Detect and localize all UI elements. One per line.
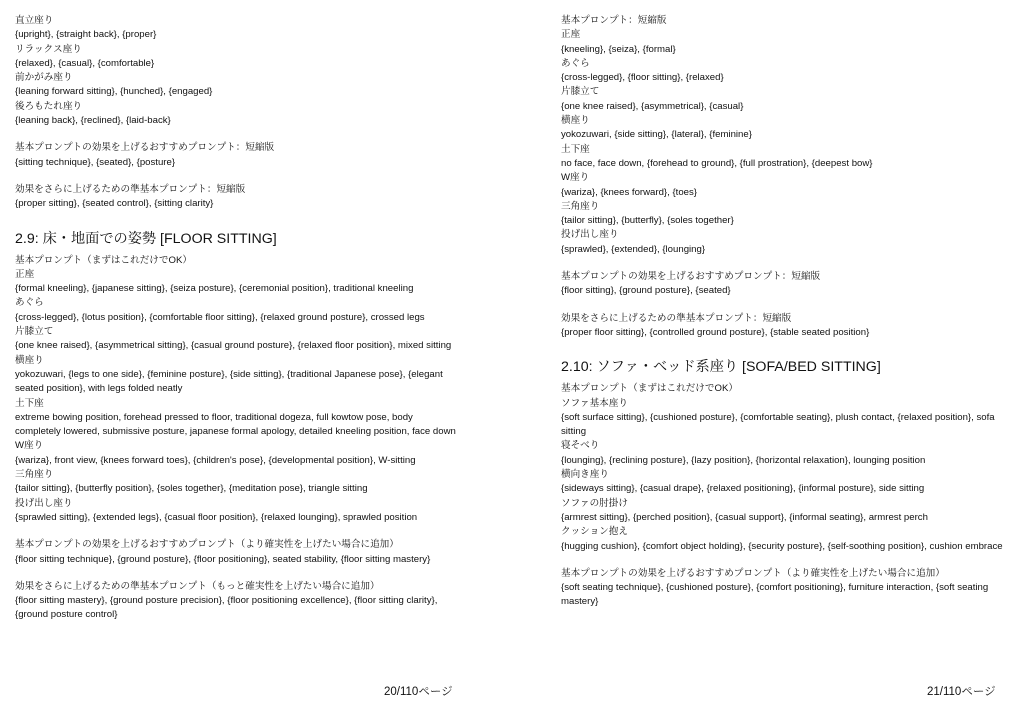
recommended-label: 基本プロンプトの効果を上げるおすすめプロンプト：短縮版 [561, 271, 821, 283]
section-heading: 2.9: 床・地面での姿勢 [FLOOR SITTING] [15, 230, 277, 247]
page-number: 20/110ページ [384, 686, 453, 698]
item-text: {lounging}, {reclining posture}, {lazy position}, {horizontal relaxation}, lounging position [561, 454, 926, 466]
item-label: 三角座り [15, 469, 54, 481]
spacer [561, 257, 1009, 270]
right-page [512, 0, 1024, 712]
item-text: {upright}, {straight back}, {proper} [15, 29, 157, 41]
recommended-text: {sitting technique}, {seated}, {posture} [15, 156, 176, 168]
item-text: {one knee raised}, {asymmetrical}, {casual} [561, 100, 744, 112]
left-page-content [15, 14, 457, 623]
item-label: リラックス座り [15, 43, 82, 55]
item-label: 土下座 [15, 397, 44, 409]
item-text: {soft surface sitting}, {cushioned posture}, {comfortable seating}, plush contact, {relaxed position}, sofa sitting [561, 411, 995, 438]
spacer [15, 525, 457, 538]
item-text: {relaxed}, {casual}, {comfortable} [15, 57, 155, 69]
recommended-text: {floor sitting}, {ground posture}, {seated} [561, 285, 731, 297]
item-label: 片膝立て [561, 86, 600, 98]
item-text: yokozuwari, {legs to one side}, {feminine posture}, {side sitting}, {traditional Japanese pose}, {elegant seated position}, with legs folded neatly [15, 368, 443, 395]
item-label: 土下座 [561, 143, 590, 155]
item-text: {leaning back}, {reclined}, {laid-back} [15, 115, 171, 127]
item-label: 投げ出し座り [561, 229, 619, 241]
item-text: {tailor sitting}, {butterfly}, {soles together} [561, 215, 734, 227]
spacer [15, 128, 457, 141]
spacer [15, 567, 457, 580]
spacer [561, 554, 1009, 567]
item-text: yokozuwari, {side sitting}, {lateral}, {feminine} [561, 129, 752, 141]
item-label: 横座り [561, 115, 590, 127]
item-text: {leaning forward sitting}, {hunched}, {engaged} [15, 86, 213, 98]
sub-recommended-text: {proper floor sitting}, {controlled ground posture}, {stable seated position} [561, 326, 870, 338]
sub-recommended-label: 効果をさらに上げるための準基本プロンプト：短縮版 [561, 312, 792, 324]
page-number: 21/110ページ [927, 686, 996, 698]
item-label: 横向き座り [561, 469, 609, 481]
item-label: ソファの肘掛け [561, 497, 628, 509]
intro-label: 基本プロンプト（まずはこれだけでOK） [561, 383, 738, 395]
recommended-label: 基本プロンプトの効果を上げるおすすめプロンプト（より確実性を上げたい場合に追加） [561, 567, 945, 579]
spacer [15, 170, 457, 183]
item-text: {armrest sitting}, {perched position}, {casual support}, {informal seating}, armrest perch [561, 511, 928, 523]
spacer [561, 299, 1009, 312]
sub-recommended-label: 効果をさらに上げるための準基本プロンプト（もっと確実性を上げたい場合に追加） [15, 580, 380, 592]
sub-recommended-label: 効果をさらに上げるための準基本プロンプト：短縮版 [15, 183, 246, 195]
item-text: no face, face down, {forehead to ground}, {full prostration}, {deepest bow} [561, 157, 873, 169]
item-text: {cross-legged}, {floor sitting}, {relaxed} [561, 72, 724, 84]
item-label: 横座り [15, 354, 44, 366]
item-text: {wariza}, front view, {knees forward toes}, {children's pose}, {developmental position}, W-sitting [15, 454, 416, 466]
item-label: 前かがみ座り [15, 72, 73, 84]
item-text: {one knee raised}, {asymmetrical sitting}, {casual ground posture}, {relaxed floor position}, mixed sitting [15, 340, 452, 352]
intro-label: 基本プロンプト：短縮版 [561, 15, 667, 26]
item-text: {sprawled}, {extended}, {lounging} [561, 243, 706, 255]
item-label: 投げ出し座り [15, 497, 73, 509]
item-label: 正座 [15, 268, 35, 280]
item-label: ソファ基本座り [561, 397, 628, 409]
item-label: あぐら [15, 297, 44, 309]
item-text: {kneeling}, {seiza}, {formal} [561, 43, 676, 55]
right-page-content [561, 14, 1009, 610]
recommended-text: {floor sitting technique}, {ground posture}, {floor positioning}, seated stability, {floor sitting mastery} [15, 553, 431, 565]
item-text: {tailor sitting}, {butterfly position}, {soles together}, {meditation pose}, triangle sitting [15, 483, 368, 495]
item-text: extreme bowing position, forehead pressed to floor, traditional dogeza, full kowtow pose, body completely lowered, submissive posture, japanese formal apology, detailed kneeling position, face down [15, 411, 456, 438]
item-label: W座り [561, 172, 590, 184]
item-label: クッション抱え [561, 526, 628, 538]
section-heading: 2.10: ソファ・ベッド系座り [SOFA/BED SITTING] [561, 359, 881, 376]
item-label: 直立座り [15, 15, 54, 26]
item-text: {sideways sitting}, {casual drape}, {relaxed positioning}, {informal posture}, side sitting [561, 483, 925, 495]
item-label: 後ろもたれ座り [15, 100, 83, 112]
item-label: 寝そべり [561, 440, 600, 452]
item-label: 片膝立て [15, 326, 54, 338]
intro-label: 基本プロンプト（まずはこれだけでOK） [15, 254, 192, 266]
recommended-label: 基本プロンプトの効果を上げるおすすめプロンプト：短縮版 [15, 142, 275, 154]
recommended-text: {soft seating technique}, {cushioned posture}, {comfort positioning}, furniture interaction, {soft seating mastery} [561, 582, 989, 608]
item-text: {formal kneeling}, {japanese sitting}, {seiza posture}, {ceremonial position}, traditional kneeling [15, 283, 414, 295]
sub-recommended-text: {proper sitting}, {seated control}, {sitting clarity} [15, 198, 214, 210]
item-label: あぐら [561, 57, 590, 69]
item-label: 正座 [561, 29, 581, 41]
item-text: {hugging cushion}, {comfort object holding}, {security posture}, {self-soothing position}, cushion embrace [561, 540, 1003, 552]
item-text: {wariza}, {knees forward}, {toes} [561, 186, 697, 198]
recommended-label: 基本プロンプトの効果を上げるおすすめプロンプト（より確実性を上げたい場合に追加） [15, 539, 399, 551]
item-text: {cross-legged}, {lotus position}, {comfortable floor sitting}, {relaxed ground posture}, crossed legs [15, 311, 425, 323]
item-label: W座り [15, 440, 44, 452]
item-text: {sprawled sitting}, {extended legs}, {casual floor position}, {relaxed lounging}, sprawled position [15, 511, 418, 523]
item-label: 三角座り [561, 200, 600, 212]
sub-recommended-text: {floor sitting mastery}, {ground posture precision}, {floor positioning excellence}, {floor sitting clarity}, {ground posture control} [15, 595, 438, 621]
